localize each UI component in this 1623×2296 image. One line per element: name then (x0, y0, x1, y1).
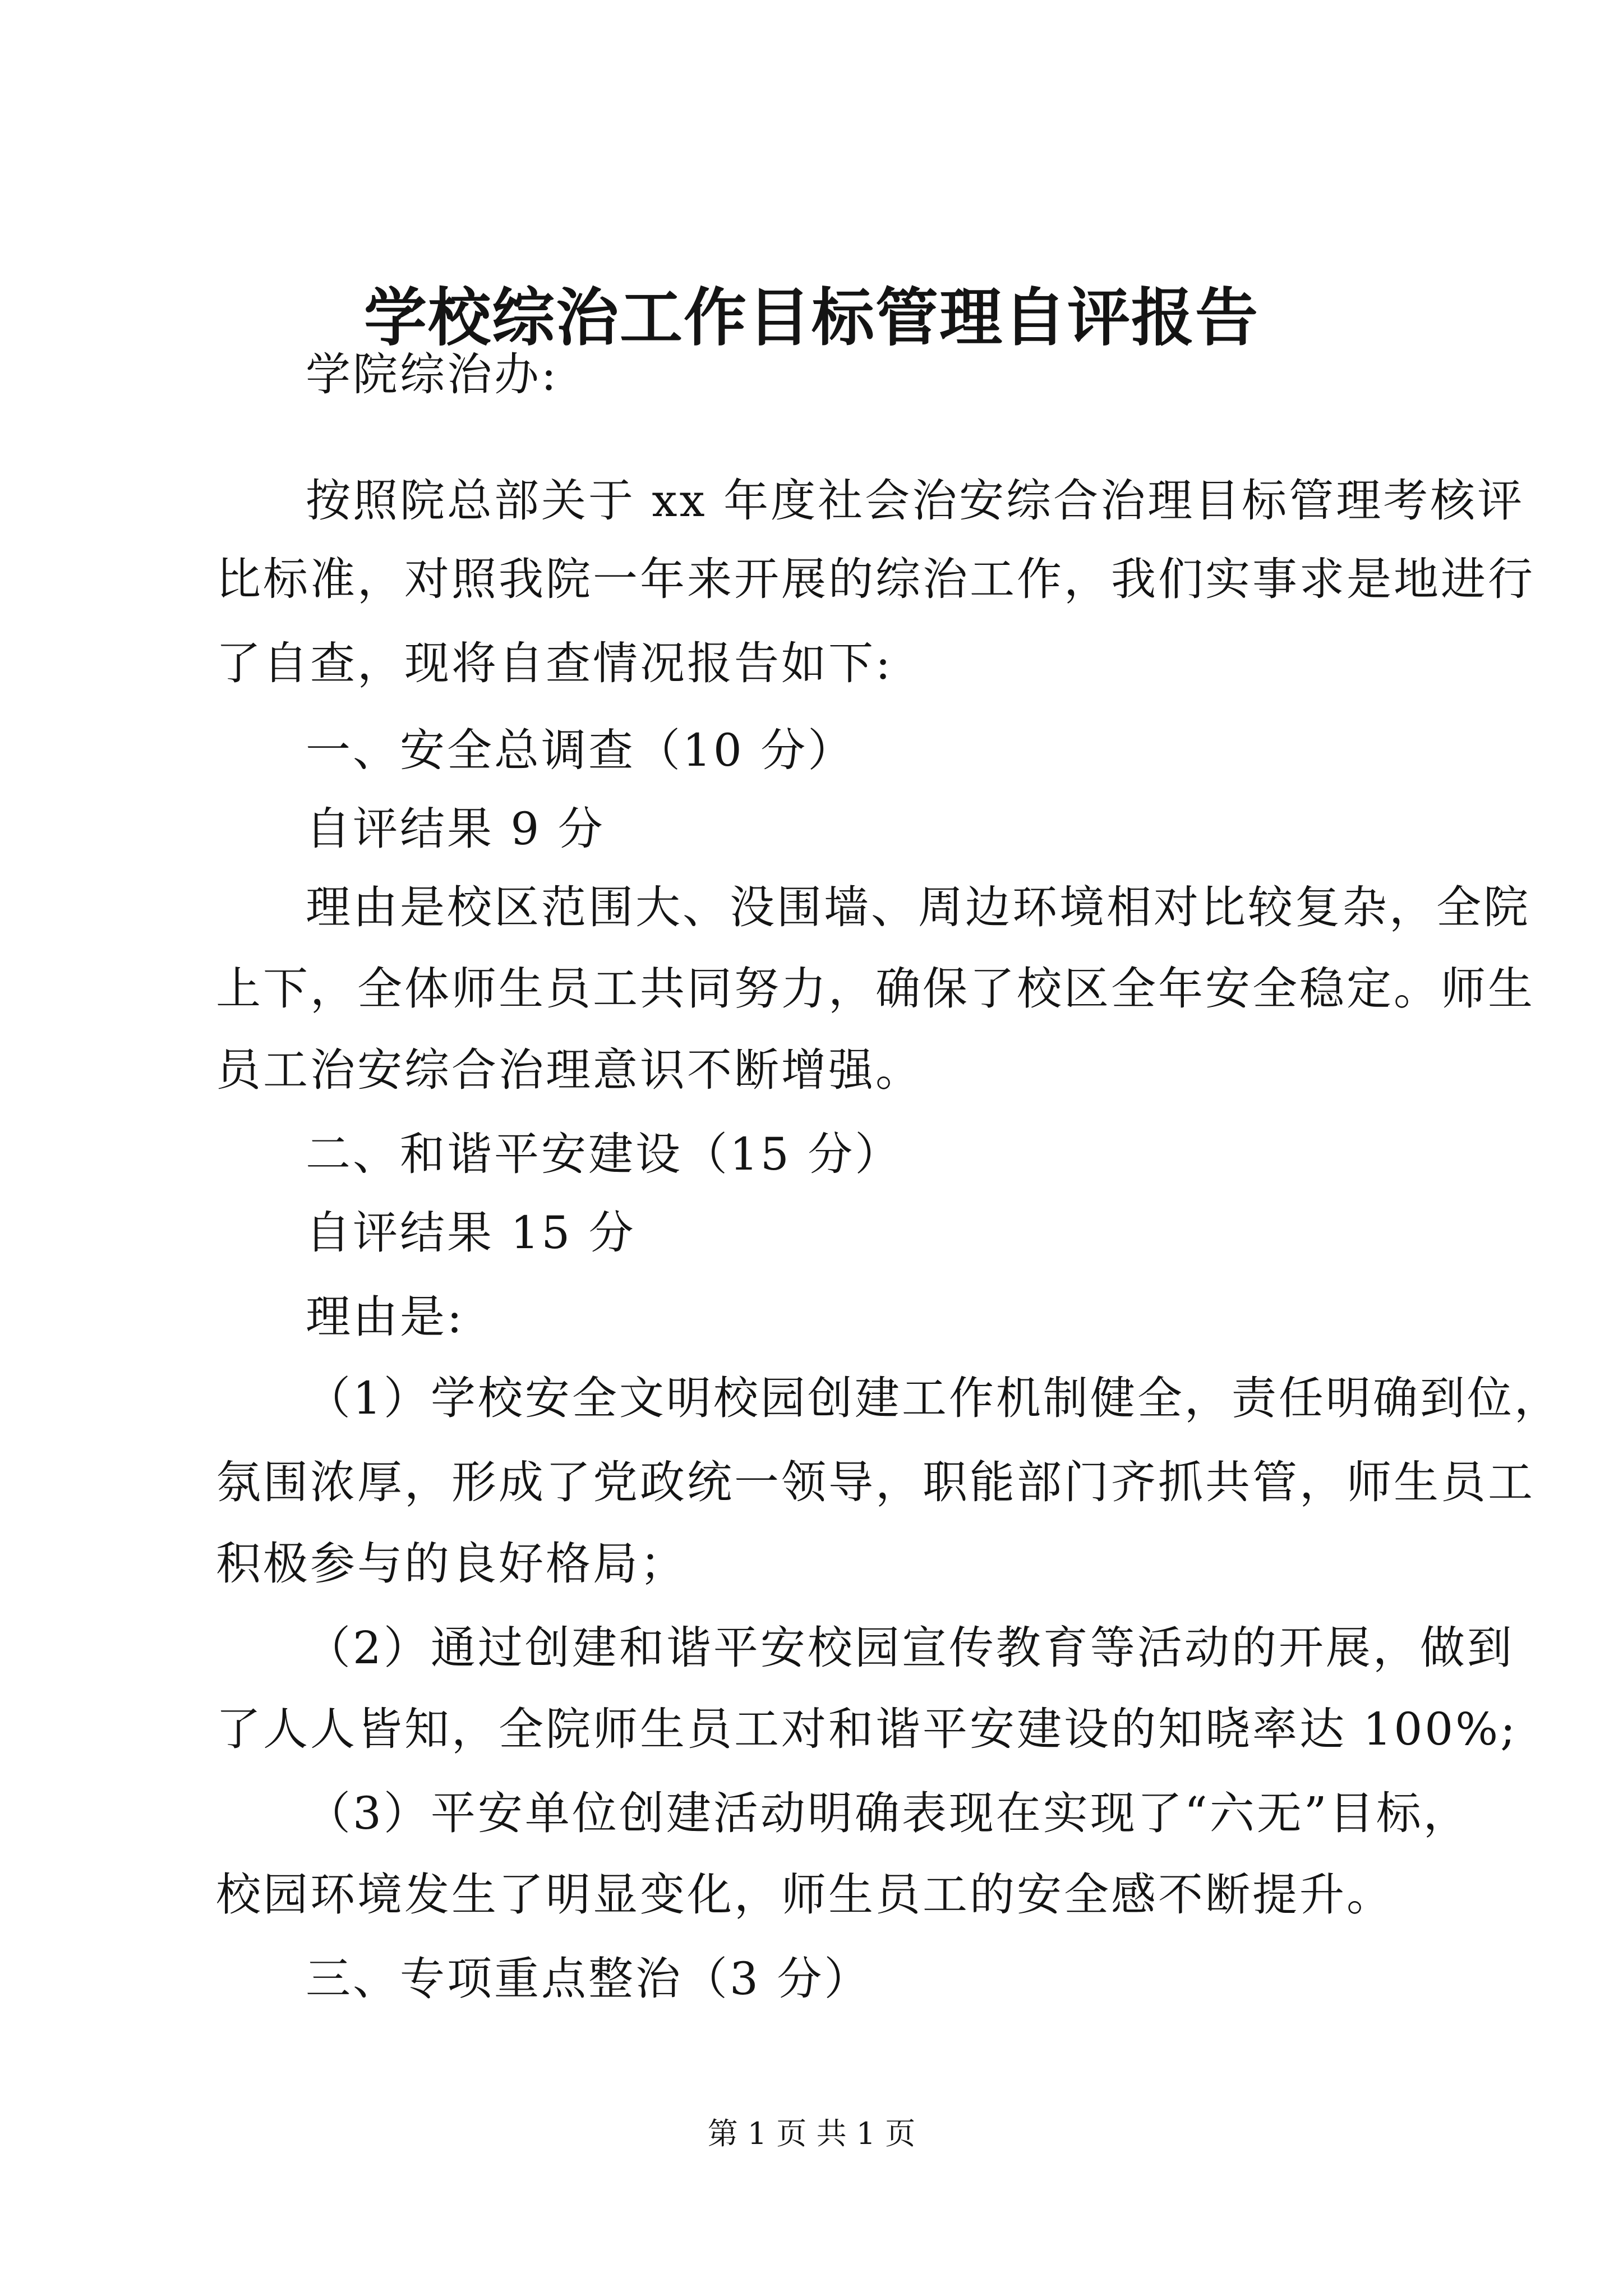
paragraph-line: 员工治安综合治理意识不断增强。 (216, 1044, 923, 1096)
score-line: 自评结果 15 分 (306, 1207, 636, 1259)
paragraph-line: 校园环境发生了明显变化，师生员工的安全感不断提升。 (216, 1869, 1394, 1921)
paragraph-line: 按照院总部关于 xx 年度社会治安综合治理目标管理考核评 (306, 475, 1525, 527)
section-heading: 一、安全总调查（10 分） (306, 724, 855, 776)
paragraph-line: 积极参与的良好格局； (216, 1538, 687, 1590)
paragraph-line: 理由是校区范围大、没围墙、周边环境相对比较复杂，全院 (306, 881, 1530, 933)
paragraph-line: 上下，全体师生员工共同努力，确保了校区全年安全稳定。师生 (216, 963, 1535, 1015)
paragraph-line: 氛围浓厚，形成了党政统一领导，职能部门齐抓共管，师生员工 (216, 1456, 1535, 1508)
paragraph-line: （3）平安单位创建活动明确表现在实现了“六无”目标， (306, 1787, 1470, 1839)
paragraph-line: 了自查，现将自查情况报告如下: (216, 637, 893, 689)
page-footer: 第 1 页 共 1 页 (707, 2116, 916, 2151)
section-heading: 三、专项重点整治（3 分） (306, 1953, 872, 2005)
paragraph-line: （1）学校安全文明校园创建工作机制健全，责任明确到位， (306, 1372, 1561, 1424)
paragraph-line: 了人人皆知，全院师生员工对和谐平安建设的知晓率达 100%; (216, 1703, 1518, 1755)
document-title: 学校综治工作目标管理自评报告 (364, 281, 1259, 355)
score-line: 自评结果 9 分 (306, 803, 605, 855)
paragraph-line: 比标准，对照我院一年来开展的综治工作，我们实事求是地进行 (216, 553, 1535, 605)
paragraph-line: （2）通过创建和谐平安校园宣传教育等活动的开展，做到 (306, 1622, 1514, 1674)
paragraph-line: 理由是: (306, 1291, 464, 1343)
salutation: 学院综治办: (306, 348, 559, 401)
section-heading: 二、和谐平安建设（15 分） (306, 1128, 902, 1180)
